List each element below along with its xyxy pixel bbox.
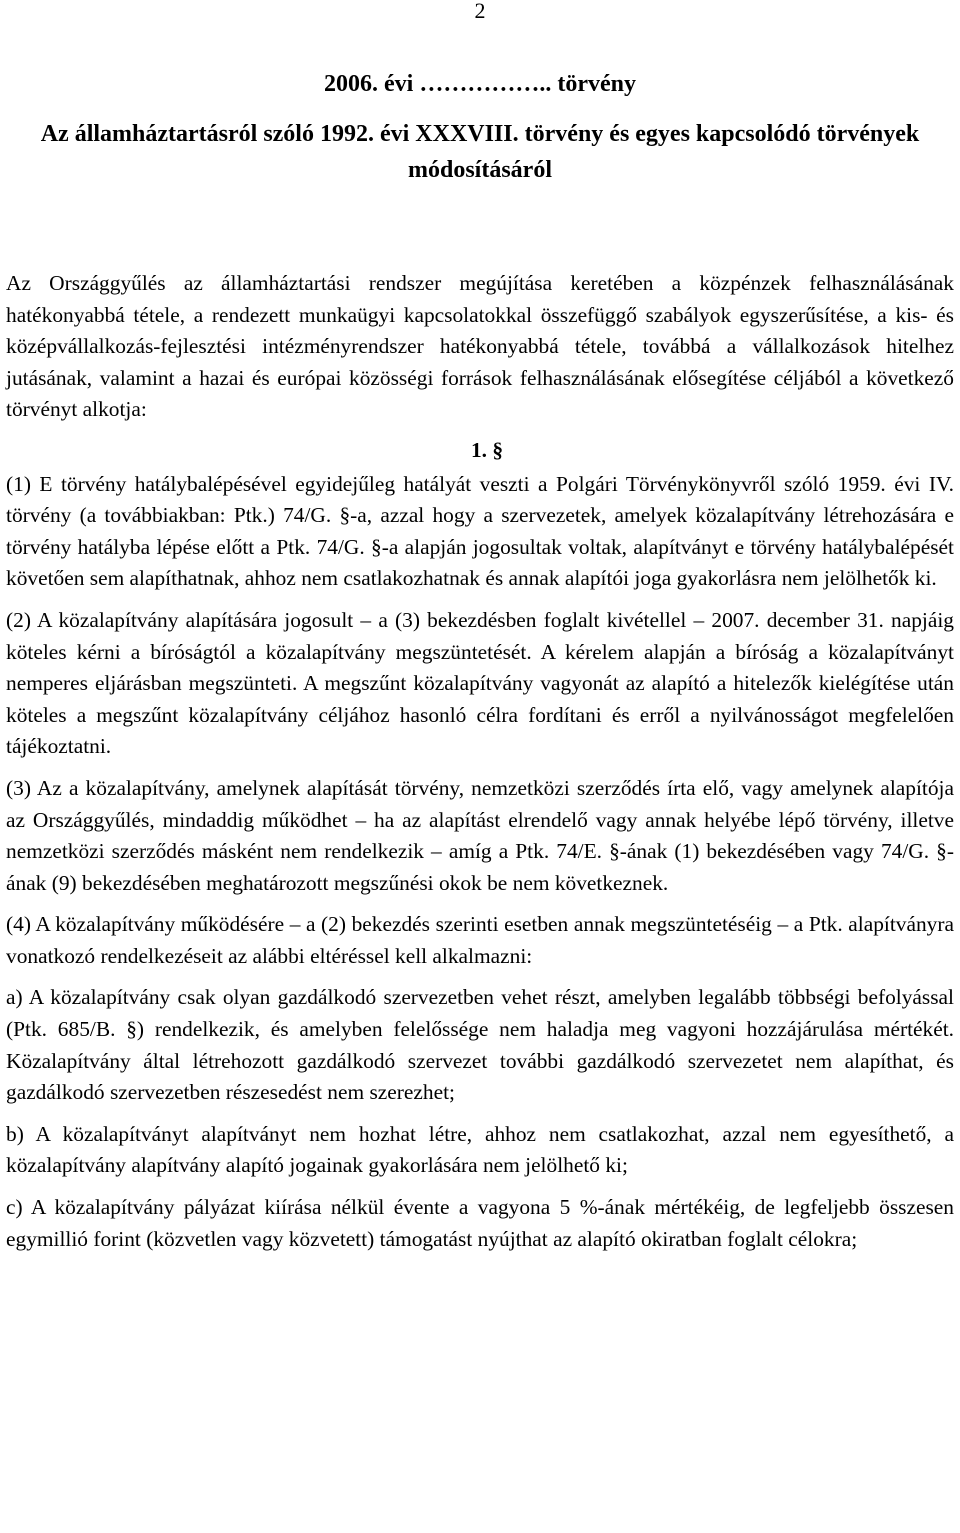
preamble-paragraph: Az Országgyűlés az államháztartási rendszer megújítása keretében a közpénzek felhasználásának hatékonyabbá tétele, a rendezett munkaügyi kapcsolatokkal összefüggő szabályok egyszerűsítése, a kis- és középvállalkozás-fejlesztési intézményrendszer hatékonyabbá tétele, továbbá a vállalkozások hitelhez jutásának, valamint a hazai és európai közösségi források felhasználásának elősegítése céljából a következő törvényt alkotja: (6, 271, 954, 422)
page-number: 2 (474, 0, 486, 23)
paragraph-3: (3) Az a közalapítvány, amelynek alapítását törvény, nemzetközi szerződés írta elő, vagy amelynek alapítója az Országgyűlés, mindaddig működhet – ha az alapítást elrendelő vagy annak helyébe lépő törvény, illetve nemzetközi szerződés másként nem rendelkezik – amíg a Ptk. 74/E. §-ának (1) bekezdésében vagy 74/G. §-ának (9) bekezdésében meghatározott megszűnési okok be nem következnek. (6, 775, 954, 895)
section-heading: 1. § (470, 437, 504, 462)
paragraph-1: (1) E törvény hatálybalépésével egyidejűleg hatályát veszti a Polgári Törvénykönyvről szóló 1959. évi IV. törvény (a továbbiakban: Ptk.) 74/G. §-a, azzal hogy a szervezetek, amelyek közalapítvány létrehozására e törvény hatályba lépése előtt a Ptk. 74/G. §-a alapján jogosultak voltak, alapítványt e törvény hatálybalépését követően sem alapíthatnak, ahhoz nem csatlakozhatnak és annak alapítói joga gyakorlásra nem jelölhetők ki. (6, 471, 954, 591)
document-body (6, 268, 954, 1265)
paragraph-4a: a) A közalapítvány csak olyan gazdálkodó szervezetben vehet részt, amelyben legalább többségi befolyással (Ptk. 685/B. §) rendelkezik, és amelyben felelőssége nem haladja meg vagyoni hozzájárulása mértékét. Közalapítvány által létrehozott gazdálkodó szervezet további gazdálkodó szervezetet nem alapíthat, és gazdálkodó szervezetben részesedést nem szerezhet; (6, 985, 954, 1105)
paragraph-4c: c) A közalapítvány pályázat kiírása nélkül évente a vagyona 5 %-ának mértékéig, de legfeljebb összesen egymillió forint (közvetlen vagy közvetett) támogatást nyújthat az alapító okiratban foglalt célokra; (6, 1195, 954, 1251)
title-law-subject: Az államháztartásról szóló 1992. évi XXXVIII. törvény és egyes kapcsolódó törvények módosításáról (40, 121, 920, 183)
paragraph-4: (4) A közalapítvány működésére – a (2) bekezdés szerinti esetben annak megszüntetéséig – a Ptk. alapítványra vonatkozó rendelkezéseit az alábbi eltéréssel kell alkalmazni: (6, 912, 954, 968)
paragraph-4b: b) A közalapítványt alapítványt nem hozhat létre, ahhoz nem csatlakozhat, azzal nem egyesíthető, a közalapítvány alapítvány alapító jogainak gyakorlására nem jelölhető ki; (6, 1121, 954, 1178)
title-law-number: 2006. évi …………….. törvény (324, 71, 636, 97)
document-title (0, 66, 960, 188)
paragraph-2: (2) A közalapítvány alapítására jogosult – a (3) bekezdésben foglalt kivétellel – 2007. december 31. napjáig köteles kérni a bíróságtól a közalapítvány megszüntetését. A kérelem alapján a bíróság a közalapítványt nemperes eljárásban megszünteti. A megszűnt közalapítvány vagyonát az alapító a hitelezők kielégítése után köteles a megszűnt közalapítvány céljához hasonló célra fordítani és erről a nyilvánosságot megfelelően tájékoztatni. (6, 607, 954, 759)
